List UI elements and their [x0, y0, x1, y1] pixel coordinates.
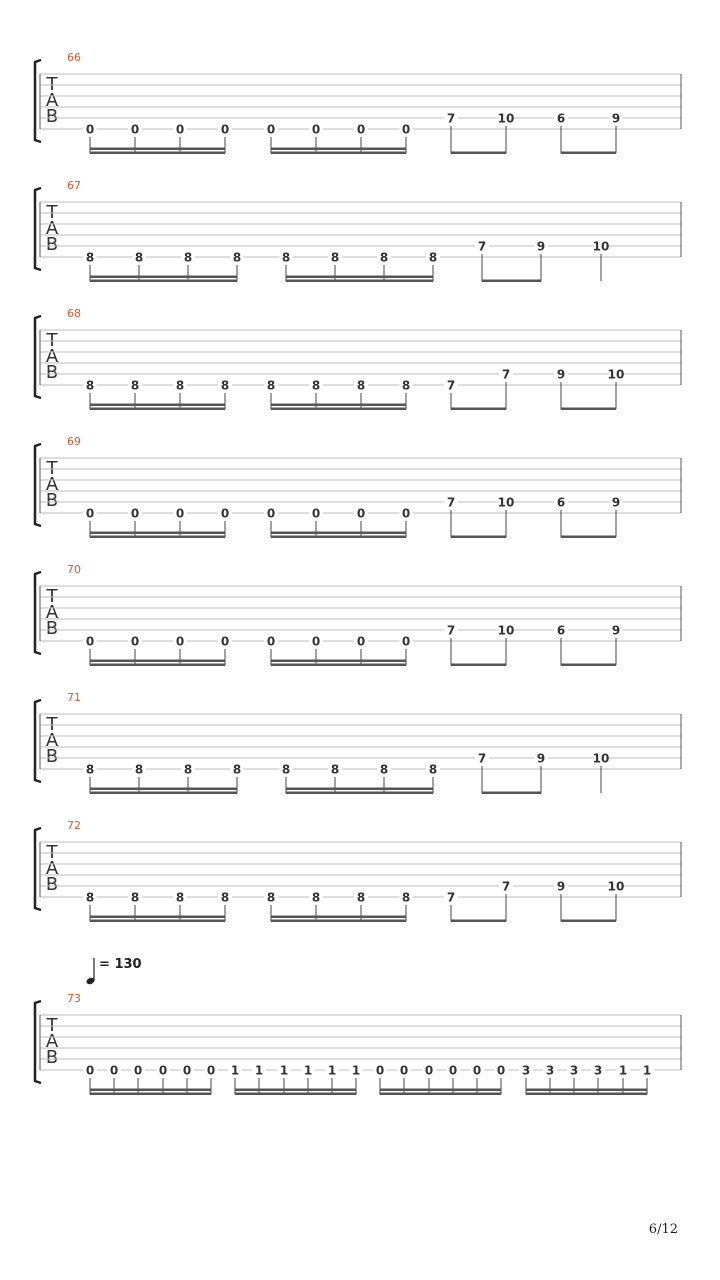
- note-beam: [90, 408, 225, 411]
- fret-number: 9: [556, 879, 566, 894]
- fret-number: 8: [85, 378, 95, 393]
- note-beam: [271, 532, 406, 535]
- measure-number: 72: [67, 819, 81, 832]
- tab-clef-letter: T: [46, 586, 58, 607]
- tempo-bpm: 130: [114, 957, 142, 972]
- fret-number: 1: [618, 1063, 628, 1078]
- fret-number: 0: [85, 634, 95, 649]
- fret-number: 10: [497, 623, 515, 638]
- fret-number: 8: [85, 890, 95, 905]
- page-number: 6/12: [648, 1222, 678, 1237]
- fret-number: 8: [130, 890, 140, 905]
- fret-number: 0: [266, 634, 276, 649]
- fret-number: 9: [536, 239, 546, 254]
- tab-clef-letter: B: [45, 746, 59, 767]
- tab-clef-letter: T: [46, 842, 58, 863]
- tab-clef-letter: T: [46, 714, 58, 735]
- tab-clef-letter: A: [45, 602, 59, 623]
- fret-number: 8: [183, 250, 193, 265]
- tab-system: [0, 435, 720, 554]
- fret-number: 0: [266, 122, 276, 137]
- note-beam: [482, 280, 541, 283]
- tab-system: [0, 992, 720, 1111]
- fret-number: 10: [592, 239, 610, 254]
- tab-staff: [0, 828, 720, 938]
- fret-number: 7: [446, 378, 456, 393]
- tab-system: [0, 307, 720, 426]
- fret-number: 9: [611, 495, 621, 510]
- tab-clef-letter: B: [45, 490, 59, 511]
- fret-number: 0: [130, 122, 140, 137]
- fret-number: 10: [497, 111, 515, 126]
- fret-number: 10: [497, 495, 515, 510]
- fret-number: 0: [448, 1063, 458, 1078]
- note-beam: [90, 1093, 211, 1096]
- fret-number: 0: [130, 634, 140, 649]
- note-beam: [451, 664, 506, 667]
- fret-number: 7: [477, 751, 487, 766]
- fret-number: 8: [175, 890, 185, 905]
- fret-number: 0: [311, 634, 321, 649]
- note-beam: [90, 404, 225, 407]
- note-beam: [380, 1089, 501, 1092]
- note-beam: [380, 1093, 501, 1096]
- note-beam: [561, 536, 616, 539]
- tab-staff: [0, 60, 720, 170]
- fret-number: 0: [85, 122, 95, 137]
- tab-clef-letter: T: [46, 458, 58, 479]
- fret-number: 0: [220, 122, 230, 137]
- fret-number: 1: [303, 1063, 313, 1078]
- tab-clef-letter: A: [45, 218, 59, 239]
- fret-number: 0: [85, 506, 95, 521]
- note-beam: [90, 280, 237, 283]
- fret-number: 1: [351, 1063, 361, 1078]
- fret-number: 0: [220, 634, 230, 649]
- note-beam: [90, 920, 225, 923]
- fret-number: 8: [401, 890, 411, 905]
- note-beam: [271, 916, 406, 919]
- tempo-equals: =: [99, 957, 110, 972]
- fret-number: 8: [134, 250, 144, 265]
- tempo-marking: [99, 957, 142, 972]
- tab-clef-letter: B: [45, 618, 59, 639]
- note-beam: [235, 1093, 356, 1096]
- fret-number: 0: [375, 1063, 385, 1078]
- fret-number: 1: [279, 1063, 289, 1078]
- measure-number: 67: [67, 179, 81, 192]
- note-beam: [235, 1089, 356, 1092]
- tab-clef-letter: T: [46, 1015, 58, 1036]
- tab-staff: [0, 444, 720, 554]
- note-beam: [90, 276, 237, 279]
- fret-number: 0: [399, 1063, 409, 1078]
- tab-clef-letter: B: [45, 362, 59, 383]
- note-beam: [90, 1089, 211, 1092]
- fret-number: 0: [175, 506, 185, 521]
- tab-system: [0, 819, 720, 938]
- tab-clef-letter: B: [45, 1047, 59, 1068]
- fret-number: 7: [446, 890, 456, 905]
- note-beam: [561, 664, 616, 667]
- measure-number: 66: [67, 51, 81, 64]
- fret-number: 8: [85, 250, 95, 265]
- fret-number: 9: [556, 367, 566, 382]
- note-beam: [90, 660, 225, 663]
- note-beam: [271, 408, 406, 411]
- tab-staff: [0, 188, 720, 298]
- note-beam: [561, 152, 616, 155]
- fret-number: 1: [642, 1063, 652, 1078]
- tab-clef-letter: B: [45, 106, 59, 127]
- note-beam: [482, 792, 541, 795]
- tab-system: [0, 179, 720, 298]
- fret-number: 8: [379, 762, 389, 777]
- note-beam: [286, 792, 433, 795]
- note-beam: [286, 276, 433, 279]
- fret-number: 8: [330, 762, 340, 777]
- fret-number: 8: [428, 762, 438, 777]
- fret-number: 7: [446, 111, 456, 126]
- fret-number: 0: [496, 1063, 506, 1078]
- fret-number: 8: [130, 378, 140, 393]
- note-beam: [90, 916, 225, 919]
- fret-number: 0: [401, 506, 411, 521]
- measure-number: 69: [67, 435, 81, 448]
- fret-number: 0: [206, 1063, 216, 1078]
- fret-number: 3: [593, 1063, 603, 1078]
- tab-clef-letter: B: [45, 234, 59, 255]
- note-beam: [90, 152, 225, 155]
- fret-number: 8: [428, 250, 438, 265]
- note-beam: [526, 1089, 647, 1092]
- measure-number: 70: [67, 563, 81, 576]
- fret-number: 0: [220, 506, 230, 521]
- fret-number: 3: [521, 1063, 531, 1078]
- fret-number: 1: [327, 1063, 337, 1078]
- fret-number: 8: [266, 890, 276, 905]
- note-beam: [271, 152, 406, 155]
- tab-clef-letter: A: [45, 858, 59, 879]
- fret-number: 8: [356, 890, 366, 905]
- fret-number: 9: [611, 111, 621, 126]
- note-beam: [561, 408, 616, 411]
- fret-number: 8: [220, 378, 230, 393]
- note-beam: [526, 1093, 647, 1096]
- fret-number: 8: [183, 762, 193, 777]
- fret-number: 7: [501, 879, 511, 894]
- fret-number: 0: [356, 122, 366, 137]
- fret-number: 8: [281, 762, 291, 777]
- tab-staff: [0, 700, 720, 810]
- fret-number: 0: [182, 1063, 192, 1078]
- fret-number: 7: [501, 367, 511, 382]
- fret-number: 10: [607, 367, 625, 382]
- fret-number: 0: [401, 634, 411, 649]
- note-beam: [271, 536, 406, 539]
- fret-number: 10: [607, 879, 625, 894]
- fret-number: 9: [536, 751, 546, 766]
- note-beam: [271, 920, 406, 923]
- fret-number: 0: [356, 506, 366, 521]
- tab-clef-letter: T: [46, 74, 58, 95]
- note-beam: [271, 664, 406, 667]
- tab-system: [0, 563, 720, 682]
- fret-number: 6: [556, 623, 566, 638]
- fret-number: 8: [356, 378, 366, 393]
- note-beam: [90, 532, 225, 535]
- fret-number: 6: [556, 111, 566, 126]
- fret-number: 1: [230, 1063, 240, 1078]
- tab-clef-letter: A: [45, 346, 59, 367]
- note-beam: [90, 788, 237, 791]
- fret-number: 0: [175, 122, 185, 137]
- fret-number: 8: [311, 378, 321, 393]
- fret-number: 8: [401, 378, 411, 393]
- fret-number: 8: [311, 890, 321, 905]
- fret-number: 1: [254, 1063, 264, 1078]
- tab-clef-letter: B: [45, 874, 59, 895]
- fret-number: 10: [592, 751, 610, 766]
- tab-clef-letter: A: [45, 730, 59, 751]
- tab-clef-letter: A: [45, 90, 59, 111]
- note-beam: [286, 788, 433, 791]
- fret-number: 0: [401, 122, 411, 137]
- note-beam: [561, 920, 616, 923]
- note-beam: [90, 536, 225, 539]
- measure-number: 73: [67, 992, 81, 1005]
- note-beam: [451, 152, 506, 155]
- tab-staff: [0, 572, 720, 682]
- tab-staff: [0, 1001, 720, 1111]
- fret-number: 0: [130, 506, 140, 521]
- note-beam: [271, 404, 406, 407]
- fret-number: 8: [134, 762, 144, 777]
- fret-number: 0: [85, 1063, 95, 1078]
- fret-number: 0: [266, 506, 276, 521]
- quarter-note-icon: [84, 955, 98, 987]
- tab-clef-letter: A: [45, 474, 59, 495]
- fret-number: 0: [311, 506, 321, 521]
- fret-number: 0: [311, 122, 321, 137]
- fret-number: 0: [472, 1063, 482, 1078]
- fret-number: 8: [379, 250, 389, 265]
- fret-number: 3: [569, 1063, 579, 1078]
- fret-number: 7: [477, 239, 487, 254]
- tab-system: [0, 51, 720, 170]
- fret-number: 8: [220, 890, 230, 905]
- fret-number: 0: [133, 1063, 143, 1078]
- fret-number: 7: [446, 495, 456, 510]
- fret-number: 8: [232, 250, 242, 265]
- fret-number: 8: [232, 762, 242, 777]
- fret-number: 8: [175, 378, 185, 393]
- tab-clef-letter: A: [45, 1031, 59, 1052]
- fret-number: 6: [556, 495, 566, 510]
- measure-number: 71: [67, 691, 81, 704]
- note-beam: [286, 280, 433, 283]
- tab-clef-letter: T: [46, 330, 58, 351]
- fret-number: 0: [175, 634, 185, 649]
- fret-number: 0: [356, 634, 366, 649]
- note-beam: [271, 660, 406, 663]
- tab-clef-letter: T: [46, 202, 58, 223]
- fret-number: 0: [109, 1063, 119, 1078]
- fret-number: 3: [545, 1063, 555, 1078]
- tab-system: [0, 691, 720, 810]
- fret-number: 7: [446, 623, 456, 638]
- note-beam: [271, 148, 406, 151]
- note-beam: [90, 148, 225, 151]
- note-beam: [90, 792, 237, 795]
- note-beam: [451, 536, 506, 539]
- fret-number: 0: [158, 1063, 168, 1078]
- fret-number: 0: [424, 1063, 434, 1078]
- measure-number: 68: [67, 307, 81, 320]
- note-beam: [451, 408, 506, 411]
- fret-number: 8: [330, 250, 340, 265]
- note-beam: [90, 664, 225, 667]
- fret-number: 9: [611, 623, 621, 638]
- fret-number: 8: [85, 762, 95, 777]
- fret-number: 8: [281, 250, 291, 265]
- tab-staff: [0, 316, 720, 426]
- fret-number: 8: [266, 378, 276, 393]
- note-beam: [451, 920, 506, 923]
